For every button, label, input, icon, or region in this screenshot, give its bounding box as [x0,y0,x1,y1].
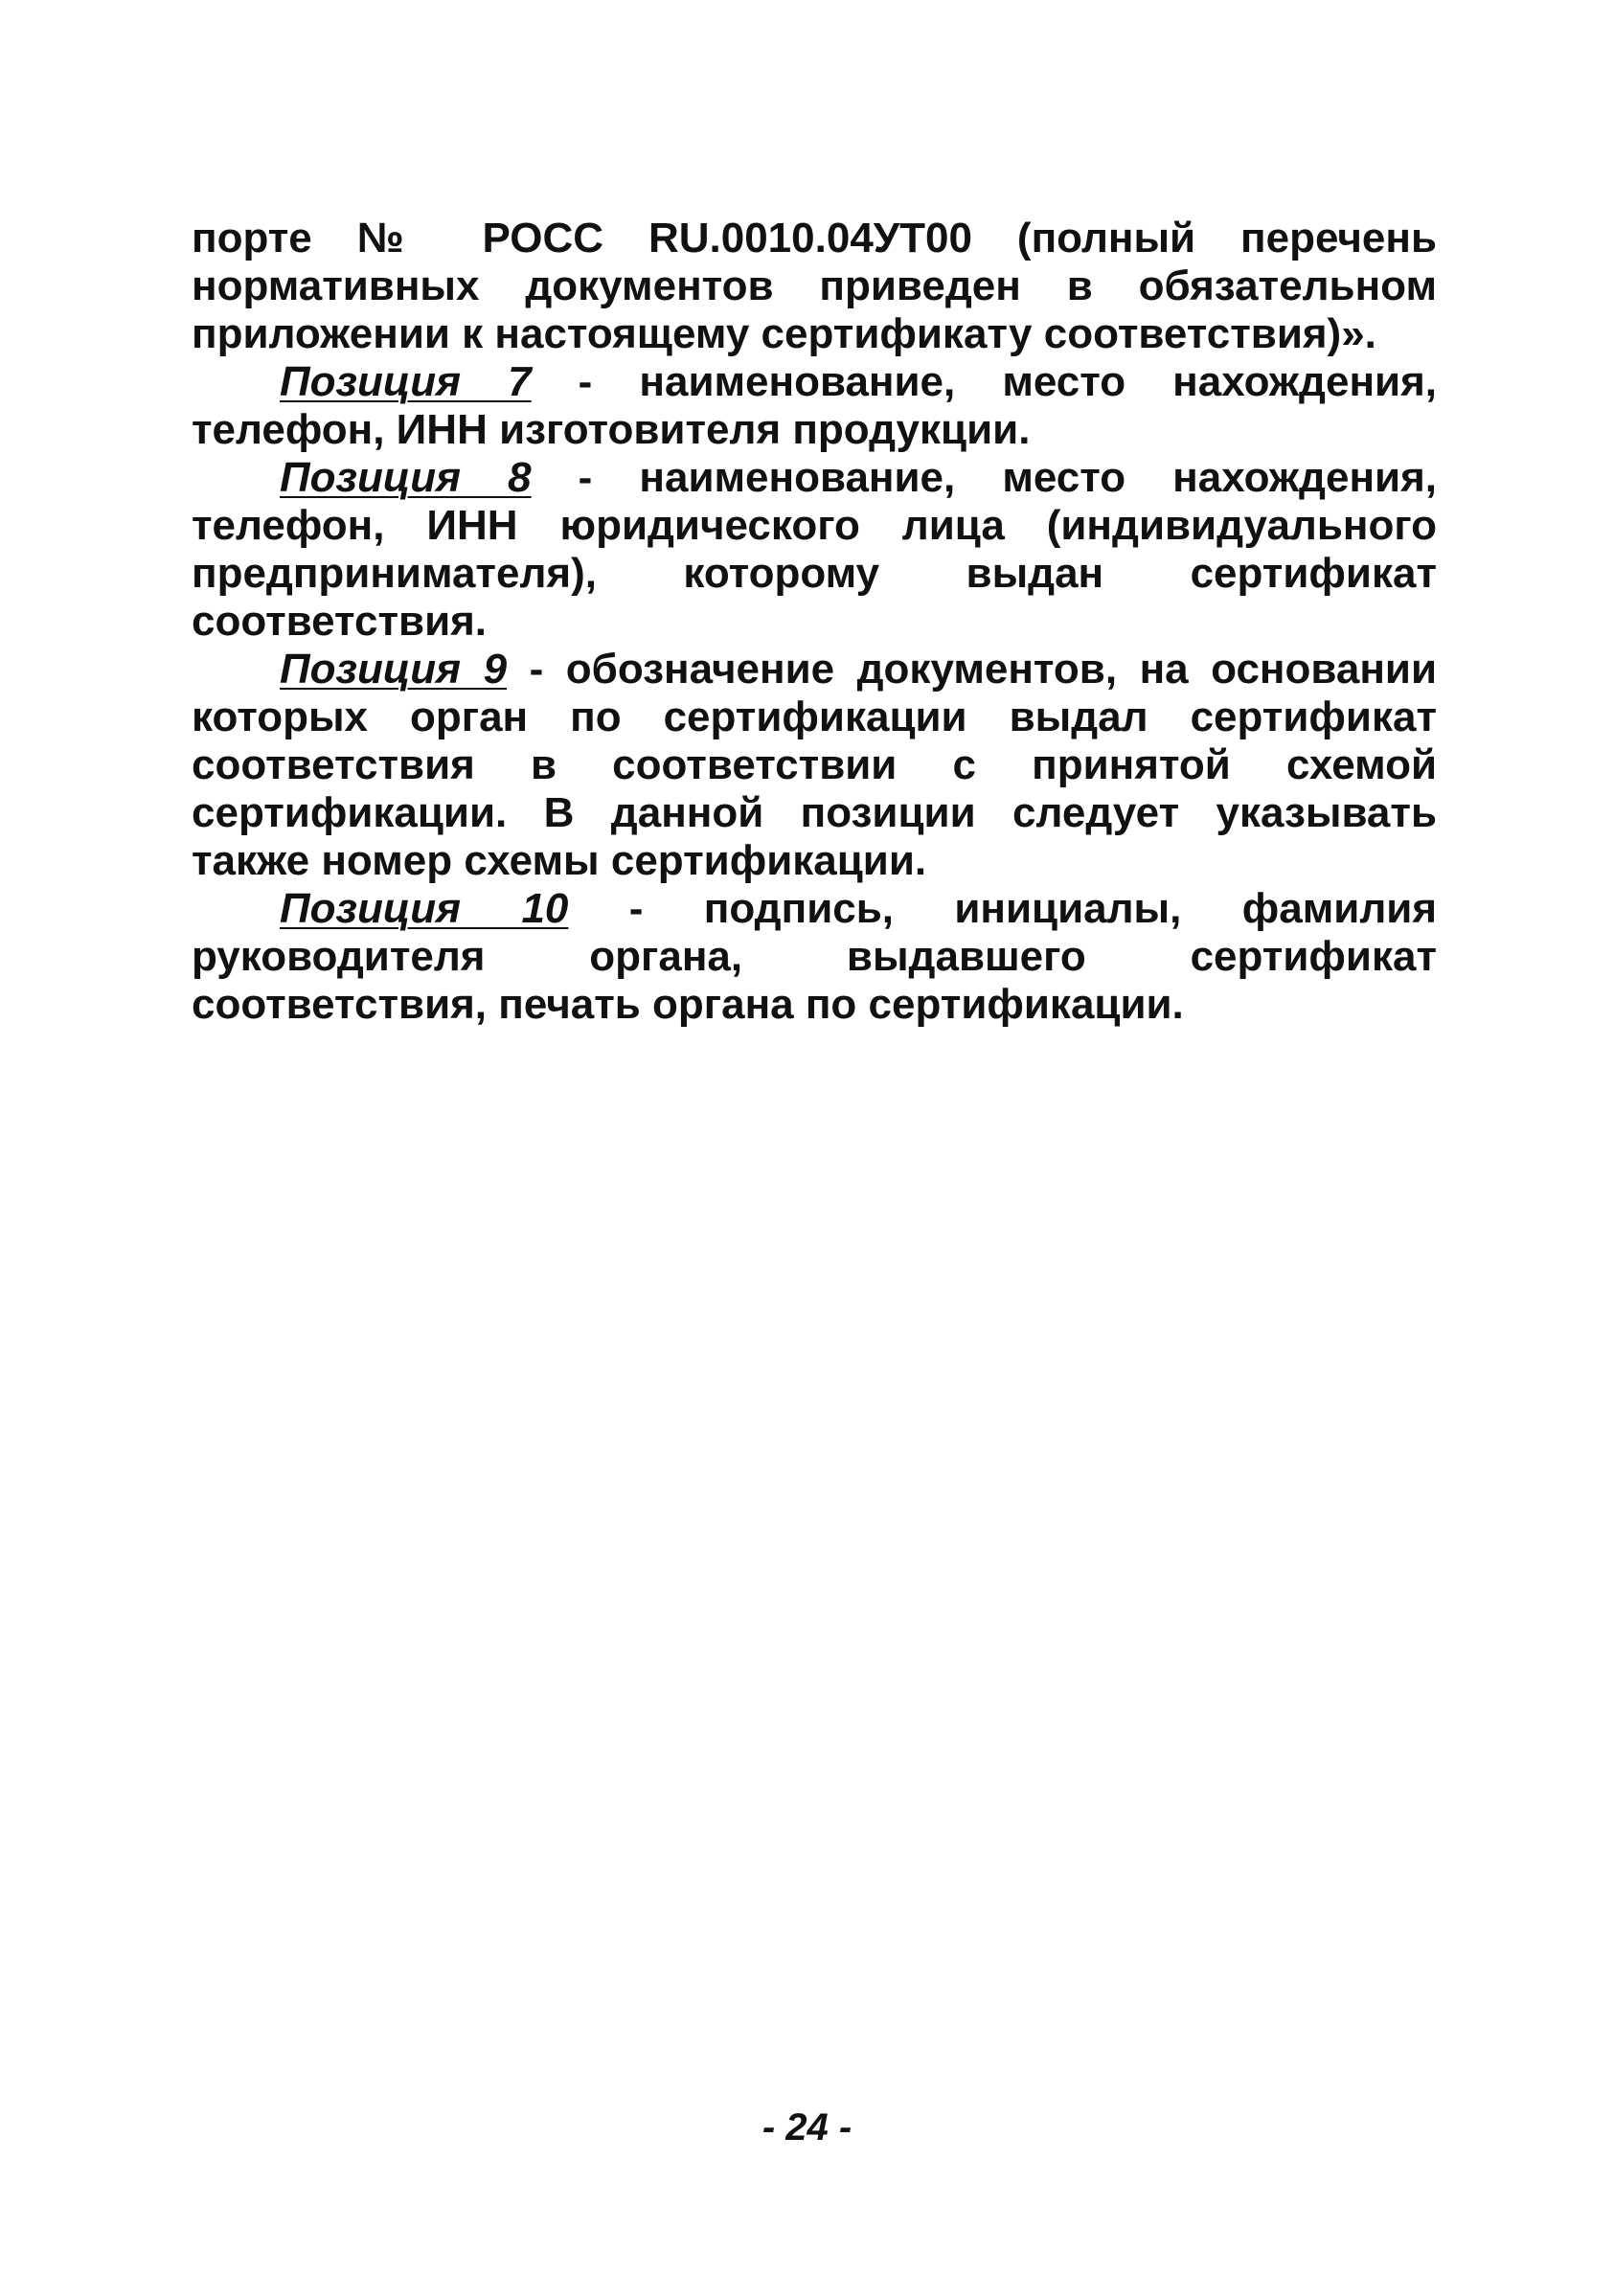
position-label: Позиция 10 [280,885,569,932]
paragraph-position-7 [192,358,1437,454]
page-number: - 24 - [762,2106,852,2148]
paragraph-position-9 [192,646,1437,885]
paragraph-text: порте № РОСС RU.0010.04УТ00 (полный перечень нормативных документов приведен в обязательном приложении к настоящему сертификату соответствия)». [192,215,1437,357]
position-label: Позиция 8 [280,454,532,501]
paragraph-position-8 [192,454,1437,646]
paragraph-position-10 [192,885,1437,1029]
paragraph-text: - обозначение документов, на основании которых орган по сертификации выдал сертификат соответствия в соответствии с принятой схемой сертификации. В данной позиции следует указывать также номер схемы сертификации. [192,646,1438,884]
paragraph-text: - наименование, место нахождения, телефон, ИНН юридического лица (индивидуального предпринимателя), которому выдан сертификат соответствия. [192,454,1437,645]
body-text [192,215,1437,1029]
position-label: Позиция 7 [280,358,532,405]
position-label: Позиция 9 [280,646,508,693]
paragraph-continuation [192,215,1437,358]
paragraph-text: - подпись, инициалы, фамилия руководителя органа, выдавшего сертификат соответствия, печать органа по сертификации. [192,885,1437,1028]
paragraph-text: - наименование, место нахождения, телефон, ИНН изготовителя продукции. [192,358,1437,453]
